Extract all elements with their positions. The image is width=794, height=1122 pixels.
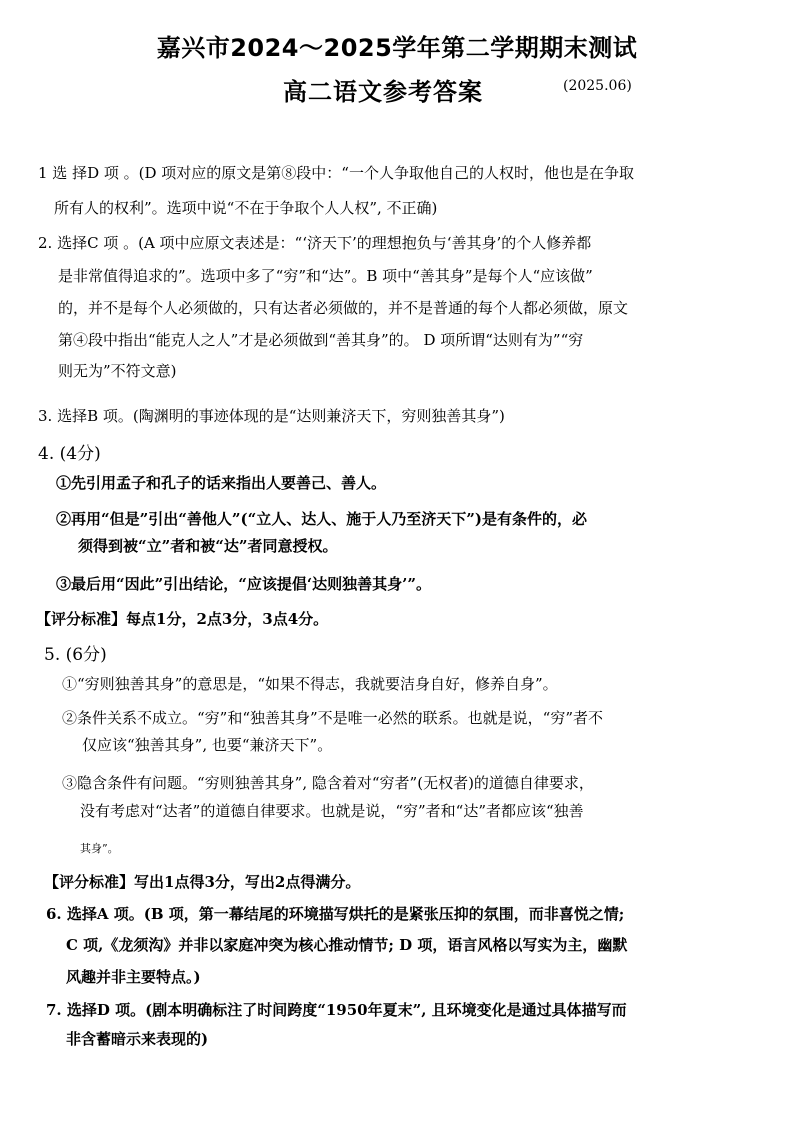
q7-line2: 非含蓄暗示来表现的) [66, 1030, 209, 1048]
q4-scoring: 【评分标准】每点1分，2点3分，3点4分。 [36, 610, 329, 628]
q6-line1: 6. 选择A 项。(B 项，第一幕结尾的环境描写烘托的是紧张压抑的氛围，而非喜悦之情; [46, 905, 625, 923]
q5-heading: 5. (6分) [44, 645, 107, 665]
title-line2: 高二语文参考答案 [283, 78, 483, 106]
q5-point2-line1: ②条件关系不成立。“穷”和“独善其身”不是唯一必然的联系。也就是说，“穷”者不 [62, 709, 604, 727]
q5-point3-line2: 没有考虑对“达者”的道德自律要求。也就是说，“穷”者和“达”者都应该“独善 [80, 802, 584, 820]
q2-line1: 2. 选择C 项 。(A 项中应原文表述是：“‘济天下’的理想抱负与‘善其身’的个人修养都 [38, 234, 592, 252]
q6-line2: C 项,《龙须沟》并非以家庭冲突为核心推动情节; D 项，语言风格以写实为主，幽默 [66, 936, 628, 954]
q2-line5: 则无为”不符文意) [58, 362, 177, 380]
q5-point1: ①“穷则独善其身”的意思是，“如果不得志，我就要洁身自好，修养自身”。 [62, 675, 558, 693]
q5-point3-line3: 其身”。 [80, 842, 119, 855]
q4-point2-line1: ②再用“但是”引出“善他人”(“立人、达人、施于人乃至济天下”)是有条件的，必 [56, 510, 587, 528]
q6-line3: 风趣并非主要特点。) [66, 968, 201, 986]
q3-line1: 3. 选择B 项。(陶渊明的事迹体现的是“达则兼济天下，穷则独善其身”) [38, 407, 505, 425]
q2-line3: 的，并不是每个人必须做的，只有达者必须做的，并不是普通的每个人都必须做，原文 [58, 299, 629, 317]
q2-line2: 是非常值得追求的”。选项中多了“穷”和“达”。B 项中“善其身”是每个人“应该做” [58, 267, 593, 285]
title-line1: 嘉兴市2024～2025学年第二学期期末测试 [156, 34, 638, 62]
q1-line1: 1 选 择D 项 。(D 项对应的原文是第⑧段中：“一个人争取他自己的人权时，他也是在争取 [38, 164, 634, 182]
q5-point3-line1: ③隐含条件有问题。“穷则独善其身”, 隐含着对“穷者”(无权者)的道德自律要求， [62, 774, 594, 792]
date: (2025.06) [563, 78, 632, 94]
q4-point1: ①先引用孟子和孔子的话来指出人要善己、善人。 [56, 474, 387, 492]
q4-point2-line2: 须得到被“立”者和被“达”者同意授权。 [78, 537, 338, 555]
q4-point3: ③最后用“因此”引出结论，“应该提倡‘达则独善其身’”。 [56, 575, 431, 593]
q7-line1: 7. 选择D 项。(剧本明确标注了时间跨度“1950年夏末”, 且环境变化是通过具体描写而 [46, 1001, 627, 1019]
q5-scoring: 【评分标准】写出1点得3分，写出2点得满分。 [44, 873, 361, 891]
q4-heading: 4. (4分) [38, 444, 101, 464]
q2-line4: 第④段中指出“能克人之人”才是必须做到“善其身”的。 D 项所谓“达则有为”“穷 [58, 331, 584, 349]
q1-line2: 所有人的权利”。选项中说“不在于争取个人人权”, 不正确) [54, 199, 438, 217]
q5-point2-line2: 仅应该“独善其身”, 也要“兼济天下”。 [82, 736, 333, 754]
